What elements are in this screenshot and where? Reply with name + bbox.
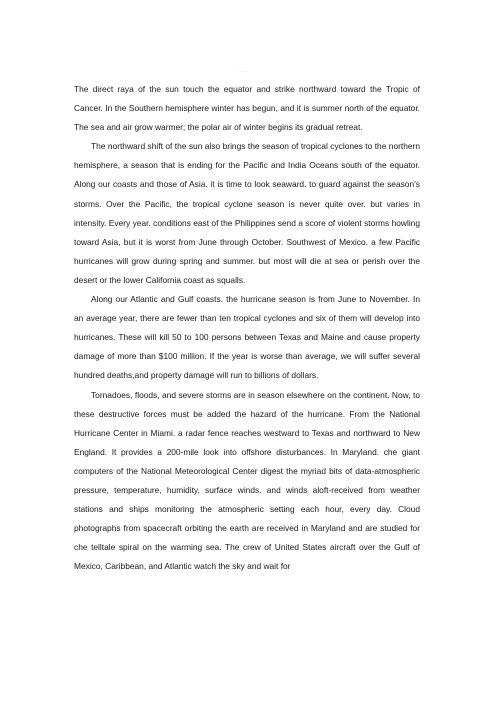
- article-body: [74, 80, 420, 576]
- paragraph-1: The direct raya of the sun touch the equator and strike northward toward the Tropic of Cancer. In the Southern hemisphere winter has begun, and it is summer north of the equator. The sea and air grow warmer; the polar air of winter begins its gradual retreat.: [74, 84, 420, 133]
- paragraph-3: Along our Atlantic and Gulf coasts. the hurricane season is from June to November. In an average year, there are fewer than ten tropical cyclones and six of them will develop into hurricanes. These will kill 50 to 100 persons between Texas and Maine and cause property damage of more than $100 million. If the year is worse than average, we will suffer several hundred deaths,and property damage will run to billions of dollars.: [74, 294, 420, 381]
- paragraph-4: Tornadoes, floods, and severe storms are in season elsewhere on the continent. Now, to these destructive forces must be added the hazard of the hurricane. From the National Hurricane Center in Miami. a radar fence reaches westward to Texas and northward to New England. It provides a 200-mile look into offshore disturbances. In Maryland. che giant computers of the National Meteorological Center digest the myriad bits of data-atmospheric pressure, temperature, humidity, surface winds. and winds aloft-received from weather stations and ships monitoring the atmospheric setting each hour, every day. Cloud photographs from spacecraft orbiting the earth are received in Maryland and are studied for che telltale spiral on the warming sea. The crew of United States aircraft over the Gulf of Mexico, Caribbean, and Atlantic watch the sky and wait for: [74, 389, 420, 572]
- paragraph-2: The northward shift of the sun also brings the season of tropical cyclones to the northern hemisphere, a season that is ending for the Pacific and India Oceans south of the equator. Along our coasts and those of Asia. it is time to look seaward. to guard against the season’s storms. Over the Pacific, the tropical cyclone season is never quite over. but varies in intensity. Every year. conditions east of the Philippines send a score of violent storms howling toward Asia, but it is worst from June through October. Southwest of Mexico. a few Pacific hurricanes will grow during spring and summer. but most will die at sea or perish over the desert or the lower California coast as squalls.: [74, 141, 420, 285]
- page-header-mark: ……: [238, 68, 246, 73]
